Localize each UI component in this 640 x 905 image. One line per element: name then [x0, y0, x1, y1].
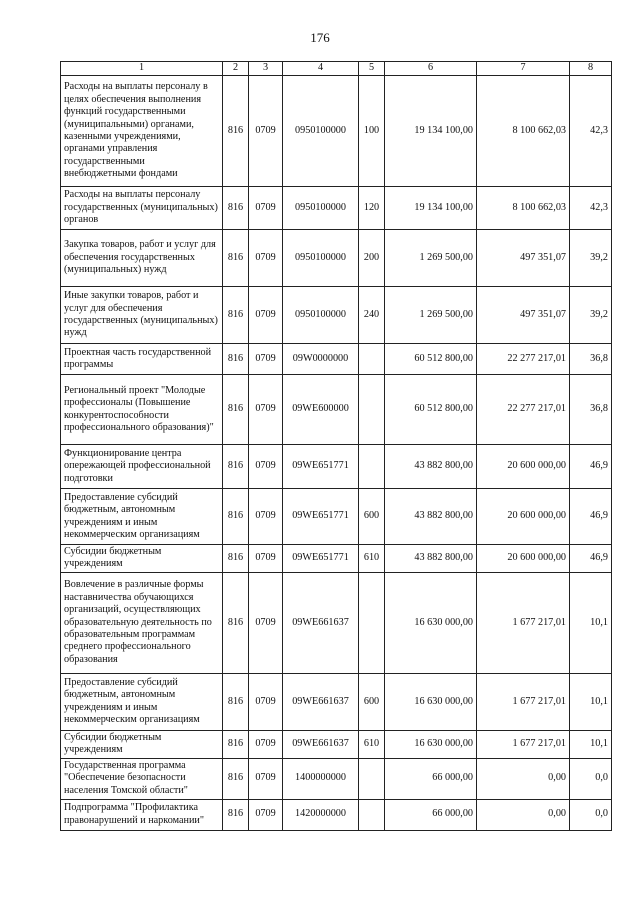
row-plan-cell: 66 000,00	[385, 799, 477, 830]
row-fact-cell: 20 600 000,00	[477, 489, 570, 545]
row-rz-cell: 0709	[249, 445, 283, 489]
row-name-cell: Предоставление субсидий бюджетным, автономным учреждениям и иным некоммерческим организациям	[61, 489, 223, 545]
row-fact-cell: 8 100 662,03	[477, 76, 570, 187]
row-csr-cell: 09W0000000	[283, 344, 359, 375]
row-vr-cell: 240	[359, 287, 385, 344]
row-rz-cell: 0709	[249, 489, 283, 545]
row-fact-cell: 1 677 217,01	[477, 572, 570, 673]
row-name-cell: Субсидии бюджетным учреждениям	[61, 545, 223, 573]
table-row	[61, 799, 612, 830]
row-ved-cell: 816	[223, 730, 249, 758]
row-plan-cell: 43 882 800,00	[385, 489, 477, 545]
row-percent-cell: 36,8	[570, 375, 612, 445]
table-row	[61, 76, 612, 187]
row-percent-cell: 46,9	[570, 445, 612, 489]
row-rz-cell: 0709	[249, 76, 283, 187]
row-percent-cell: 42,3	[570, 76, 612, 187]
row-fact-cell: 20 600 000,00	[477, 445, 570, 489]
row-vr-cell	[359, 799, 385, 830]
row-fact-cell: 8 100 662,03	[477, 187, 570, 230]
row-csr-cell: 09WE661637	[283, 730, 359, 758]
row-ved-cell: 816	[223, 287, 249, 344]
table-row	[61, 287, 612, 344]
row-csr-cell: 09WE651771	[283, 489, 359, 545]
table-row	[61, 445, 612, 489]
row-plan-cell: 19 134 100,00	[385, 187, 477, 230]
row-csr-cell: 09WE661637	[283, 572, 359, 673]
header-row	[61, 62, 612, 76]
row-plan-cell: 60 512 800,00	[385, 344, 477, 375]
row-rz-cell: 0709	[249, 375, 283, 445]
row-vr-cell	[359, 758, 385, 799]
row-rz-cell: 0709	[249, 572, 283, 673]
row-vr-cell: 120	[359, 187, 385, 230]
row-ved-cell: 816	[223, 799, 249, 830]
row-name-cell: Проектная часть государственной программы	[61, 344, 223, 375]
row-name-cell: Государственная программа "Обеспечение безопасности населения Томской области"	[61, 758, 223, 799]
table-row	[61, 344, 612, 375]
row-csr-cell: 0950100000	[283, 287, 359, 344]
row-name-cell: Иные закупки товаров, работ и услуг для обеспечения государственных (муниципальных) нужд	[61, 287, 223, 344]
row-ved-cell: 816	[223, 230, 249, 287]
row-ved-cell: 816	[223, 758, 249, 799]
row-ved-cell: 816	[223, 187, 249, 230]
row-rz-cell: 0709	[249, 187, 283, 230]
row-csr-cell: 09WE651771	[283, 445, 359, 489]
row-percent-cell: 0,0	[570, 758, 612, 799]
row-vr-cell	[359, 572, 385, 673]
row-ved-cell: 816	[223, 673, 249, 730]
row-fact-cell: 0,00	[477, 758, 570, 799]
row-vr-cell	[359, 375, 385, 445]
column-header: 4	[283, 62, 359, 76]
row-rz-cell: 0709	[249, 799, 283, 830]
row-ved-cell: 816	[223, 375, 249, 445]
column-header: 6	[385, 62, 477, 76]
row-plan-cell: 16 630 000,00	[385, 730, 477, 758]
row-ved-cell: 816	[223, 572, 249, 673]
row-plan-cell: 16 630 000,00	[385, 673, 477, 730]
row-name-cell: Подпрограмма "Профилактика правонарушений и наркомании"	[61, 799, 223, 830]
row-csr-cell: 1420000000	[283, 799, 359, 830]
row-csr-cell: 0950100000	[283, 76, 359, 187]
table-row	[61, 572, 612, 673]
row-percent-cell: 42,3	[570, 187, 612, 230]
row-plan-cell: 1 269 500,00	[385, 230, 477, 287]
row-percent-cell: 0,0	[570, 799, 612, 830]
row-plan-cell: 1 269 500,00	[385, 287, 477, 344]
row-fact-cell: 22 277 217,01	[477, 375, 570, 445]
row-name-cell: Закупка товаров, работ и услуг для обеспечения государственных (муниципальных) нужд	[61, 230, 223, 287]
row-ved-cell: 816	[223, 489, 249, 545]
column-header: 3	[249, 62, 283, 76]
row-ved-cell: 816	[223, 344, 249, 375]
table-row	[61, 489, 612, 545]
row-rz-cell: 0709	[249, 673, 283, 730]
table-row	[61, 673, 612, 730]
row-percent-cell: 36,8	[570, 344, 612, 375]
row-csr-cell: 09WE661637	[283, 673, 359, 730]
row-percent-cell: 39,2	[570, 287, 612, 344]
row-csr-cell: 0950100000	[283, 187, 359, 230]
row-name-cell: Региональный проект "Молодые профессионалы (Повышение конкурентоспособности профессионального образования)"	[61, 375, 223, 445]
row-fact-cell: 0,00	[477, 799, 570, 830]
row-percent-cell: 10,1	[570, 572, 612, 673]
row-plan-cell: 66 000,00	[385, 758, 477, 799]
row-name-cell: Субсидии бюджетным учреждениям	[61, 730, 223, 758]
row-vr-cell: 610	[359, 545, 385, 573]
row-plan-cell: 19 134 100,00	[385, 76, 477, 187]
table-row	[61, 730, 612, 758]
row-fact-cell: 497 351,07	[477, 287, 570, 344]
row-vr-cell: 600	[359, 673, 385, 730]
table-row	[61, 230, 612, 287]
row-ved-cell: 816	[223, 445, 249, 489]
table-row	[61, 545, 612, 573]
row-csr-cell: 1400000000	[283, 758, 359, 799]
row-plan-cell: 16 630 000,00	[385, 572, 477, 673]
row-percent-cell: 46,9	[570, 489, 612, 545]
row-fact-cell: 22 277 217,01	[477, 344, 570, 375]
page-number: 176	[310, 30, 330, 45]
budget-table	[60, 61, 612, 831]
row-name-cell: Предоставление субсидий бюджетным, автономным учреждениям и иным некоммерческим организациям	[61, 673, 223, 730]
row-vr-cell: 200	[359, 230, 385, 287]
column-header: 5	[359, 62, 385, 76]
column-header: 8	[570, 62, 612, 76]
row-vr-cell	[359, 344, 385, 375]
table-row	[61, 187, 612, 230]
row-ved-cell: 816	[223, 76, 249, 187]
row-percent-cell: 10,1	[570, 730, 612, 758]
table-row	[61, 758, 612, 799]
row-rz-cell: 0709	[249, 730, 283, 758]
column-header: 1	[61, 62, 223, 76]
column-header: 7	[477, 62, 570, 76]
row-vr-cell: 100	[359, 76, 385, 187]
row-fact-cell: 497 351,07	[477, 230, 570, 287]
column-header: 2	[223, 62, 249, 76]
row-vr-cell: 610	[359, 730, 385, 758]
row-rz-cell: 0709	[249, 230, 283, 287]
row-fact-cell: 1 677 217,01	[477, 730, 570, 758]
row-name-cell: Функционирование центра опережающей профессиональной подготовки	[61, 445, 223, 489]
row-csr-cell: 0950100000	[283, 230, 359, 287]
row-rz-cell: 0709	[249, 758, 283, 799]
row-rz-cell: 0709	[249, 545, 283, 573]
row-ved-cell: 816	[223, 545, 249, 573]
row-fact-cell: 20 600 000,00	[477, 545, 570, 573]
row-rz-cell: 0709	[249, 344, 283, 375]
row-vr-cell: 600	[359, 489, 385, 545]
table-row	[61, 375, 612, 445]
row-fact-cell: 1 677 217,01	[477, 673, 570, 730]
row-percent-cell: 39,2	[570, 230, 612, 287]
row-csr-cell: 09WE600000	[283, 375, 359, 445]
row-name-cell: Расходы на выплаты персоналу государственных (муниципальных) органов	[61, 187, 223, 230]
row-plan-cell: 43 882 800,00	[385, 545, 477, 573]
row-name-cell: Расходы на выплаты персоналу в целях обеспечения выполнения функций государственными (муниципальными) органами, казенными учреждениями, органами управления государственными внебюджетными фондами	[61, 76, 223, 187]
row-name-cell: Вовлечение в различные формы наставничества обучающихся организаций, осуществляющих образовательную деятельность по образовательным программам среднего профессионального образования	[61, 572, 223, 673]
row-csr-cell: 09WE651771	[283, 545, 359, 573]
row-vr-cell	[359, 445, 385, 489]
row-plan-cell: 60 512 800,00	[385, 375, 477, 445]
row-percent-cell: 46,9	[570, 545, 612, 573]
row-plan-cell: 43 882 800,00	[385, 445, 477, 489]
row-rz-cell: 0709	[249, 287, 283, 344]
row-percent-cell: 10,1	[570, 673, 612, 730]
